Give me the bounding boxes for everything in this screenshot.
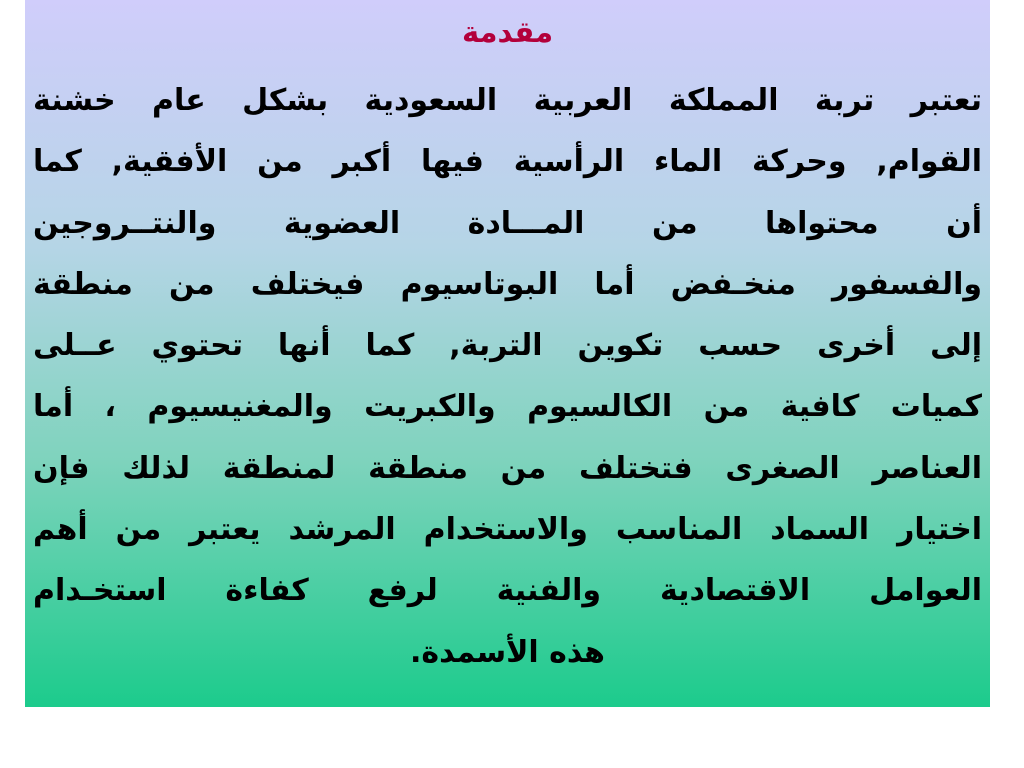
- slide: [25, 0, 990, 707]
- slide-body-text: [33, 70, 982, 683]
- text-line: والفسفور منخـفض أما البوتاسيوم فيختلف من منطقة: [33, 266, 982, 302]
- text-line: اختيار السماد المناسب والاستخدام المرشد يعتبر من أهم: [33, 512, 982, 548]
- slide-title: مقدمة: [461, 15, 554, 49]
- text-line: هذه الأسمدة.: [410, 634, 605, 670]
- text-line: أن محتواها من المـــادة العضوية والنتــروجين: [33, 205, 982, 241]
- text-line: العوامل الاقتصادية والفنية لرفع كفاءة استخـدام: [33, 573, 982, 609]
- text-line: القوام, وحركة الماء الرأسية فيها أكبر من الأفقية, كما: [33, 144, 982, 180]
- text-line: تعتبر تربة المملكة العربية السعودية بشكل عام خشنة: [33, 83, 982, 118]
- text-line: كميات كافية من الكالسيوم والكبريت والمغنيسيوم ، أما: [33, 389, 982, 425]
- text-line: العناصر الصغرى فتختلف من منطقة لمنطقة لذلك فإن: [33, 450, 982, 486]
- text-line: إلى أخرى حسب تكوين التربة, كما أنها تحتوي عــلى: [33, 328, 982, 364]
